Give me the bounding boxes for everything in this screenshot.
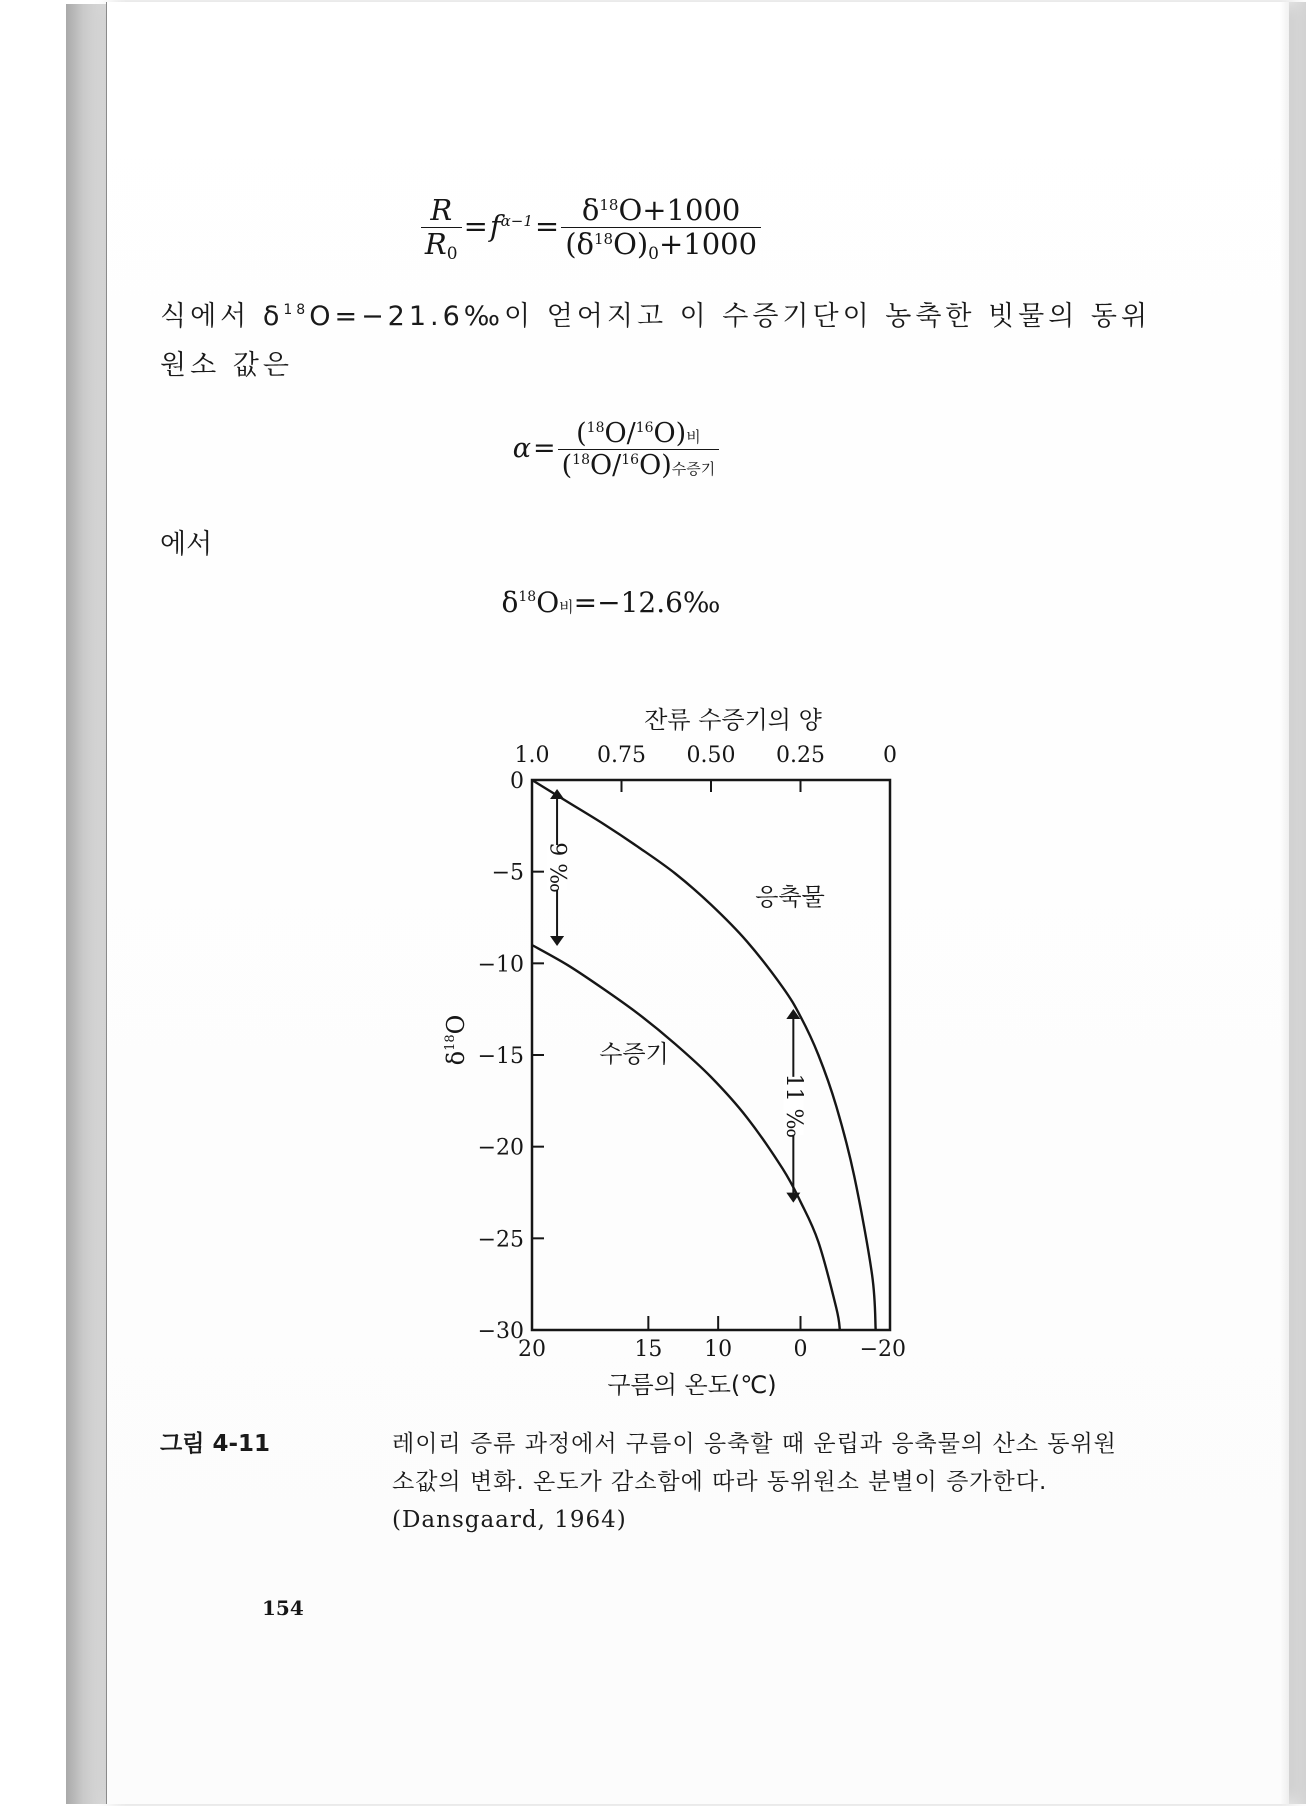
top-tick-label-3: 0.25 (776, 743, 825, 768)
alpha-symbol: α (512, 433, 531, 465)
alpha-den-sup-2: 16 (621, 452, 640, 469)
ratio-denominator: R (424, 227, 447, 262)
series-layer (532, 780, 876, 1330)
top-tick-label-2: 0.50 (686, 743, 736, 768)
alpha-equals: = (533, 433, 556, 465)
caption-citation: (Dansgaard, 1964) (392, 1507, 627, 1533)
bottom-tick-label-2: 10 (704, 1337, 733, 1362)
bottom-tick-label-1: 15 (634, 1337, 663, 1362)
top-tick-label-1: 0.75 (597, 743, 646, 768)
y-axis (478, 769, 544, 1344)
alpha-num-open: ( (576, 418, 587, 449)
plot-frame (532, 780, 890, 1330)
y-tick-label-3: −15 (477, 1044, 524, 1069)
chart-title: 잔류 수증기의 양 (644, 706, 822, 734)
alpha-den-close: O) (639, 450, 672, 482)
isotope-mass: 18 (599, 196, 619, 214)
series-label-condensate: 응축물 (755, 883, 825, 911)
series-label-vapor: 수증기 (599, 1040, 669, 1068)
rain-delta-sup: 18 (518, 589, 537, 605)
delta-numerator-text: O+1000 (618, 193, 741, 227)
caption-line-1: 레이리 증류 과정에서 구름이 응축할 때 운립과 응축물의 산소 동위원 (392, 1431, 1117, 1457)
rain-delta-sub: 비 (559, 598, 574, 616)
annotation-label-1: 11 ‰ (780, 1073, 806, 1139)
alpha-den-open: ( (561, 450, 573, 482)
page-number: 154 (262, 1596, 304, 1620)
y-tick-label-6: −30 (477, 1319, 524, 1344)
alpha-den-sup-1: 18 (572, 452, 590, 469)
y-axis-label (442, 1015, 470, 1066)
x-axis-label: 구름의 온도(℃) (607, 1371, 777, 1399)
bottom-tick-label-0: 20 (518, 1337, 546, 1362)
alpha-num-close: O) (653, 418, 687, 449)
delta-denominator-open: (δ (565, 227, 594, 262)
bottom-axis (518, 1316, 906, 1362)
ratio-denominator-sub: 0 (446, 244, 458, 265)
delta-denominator-sub: 0 (648, 244, 659, 265)
f-exponent: α−1 (500, 211, 533, 230)
alpha-num-mid: O/ (604, 418, 636, 449)
ratio-numerator: R (430, 193, 453, 227)
top-tick-label-4: 0 (883, 743, 897, 768)
y-label-o: O (442, 1014, 470, 1035)
y-tick-label-4: −20 (477, 1135, 524, 1161)
alpha-den-mid: O/ (590, 450, 622, 482)
y-label-sup: 18 (443, 1034, 458, 1051)
caption-label: 그림 4-11 (160, 1431, 270, 1457)
paragraph-1-sup: 18 (283, 302, 310, 318)
delta-symbol: δ (581, 193, 600, 227)
y-tick-label-5: −25 (477, 1227, 524, 1253)
rain-delta-symbol: δ (501, 586, 519, 619)
delta-denominator-rest: +1000 (658, 227, 758, 262)
caption-line-2: 소값의 변화. 온도가 감소함에 따라 동위원소 분별이 증가한다. (392, 1469, 1048, 1495)
paragraph-1-text-b: O=−21.6‰이 얻어지고 이 수증기단이 농축한 빗물의 동위 (309, 301, 1152, 332)
y-tick-label-2: −10 (477, 952, 524, 978)
isotope-mass-2: 18 (593, 230, 614, 249)
bottom-tick-label-4: −20 (859, 1337, 907, 1362)
alpha-den-sub: 수증기 (671, 460, 716, 479)
alpha-num-sub: 비 (686, 428, 701, 446)
alpha-num-sup-1: 18 (586, 420, 605, 436)
paragraph-2: 에서 (160, 529, 213, 560)
paragraph-1-text-a: 식에서 δ (160, 301, 284, 332)
y-label-delta: δ (442, 1050, 470, 1066)
top-axis (515, 743, 898, 792)
alpha-num-sup-2: 16 (635, 420, 654, 436)
paragraph-1-line-2: 원소 값은 (160, 350, 293, 381)
rain-delta-value: =−12.6‰ (573, 586, 721, 619)
annotation-label-0: 9 ‰ (544, 842, 570, 893)
f-symbol: f (489, 208, 501, 243)
annotations (545, 794, 806, 1198)
series-line-0 (532, 780, 876, 1330)
rain-delta-o: O (536, 586, 560, 619)
delta-denominator-mid: O) (613, 227, 649, 262)
equals-sign: = (463, 208, 488, 243)
equals-sign-2: = (534, 208, 560, 243)
y-tick-label-0: 0 (510, 769, 524, 794)
bottom-tick-label-3: 0 (793, 1337, 808, 1362)
y-tick-label-1: −5 (491, 860, 524, 886)
top-tick-label-0: 1.0 (514, 743, 550, 768)
